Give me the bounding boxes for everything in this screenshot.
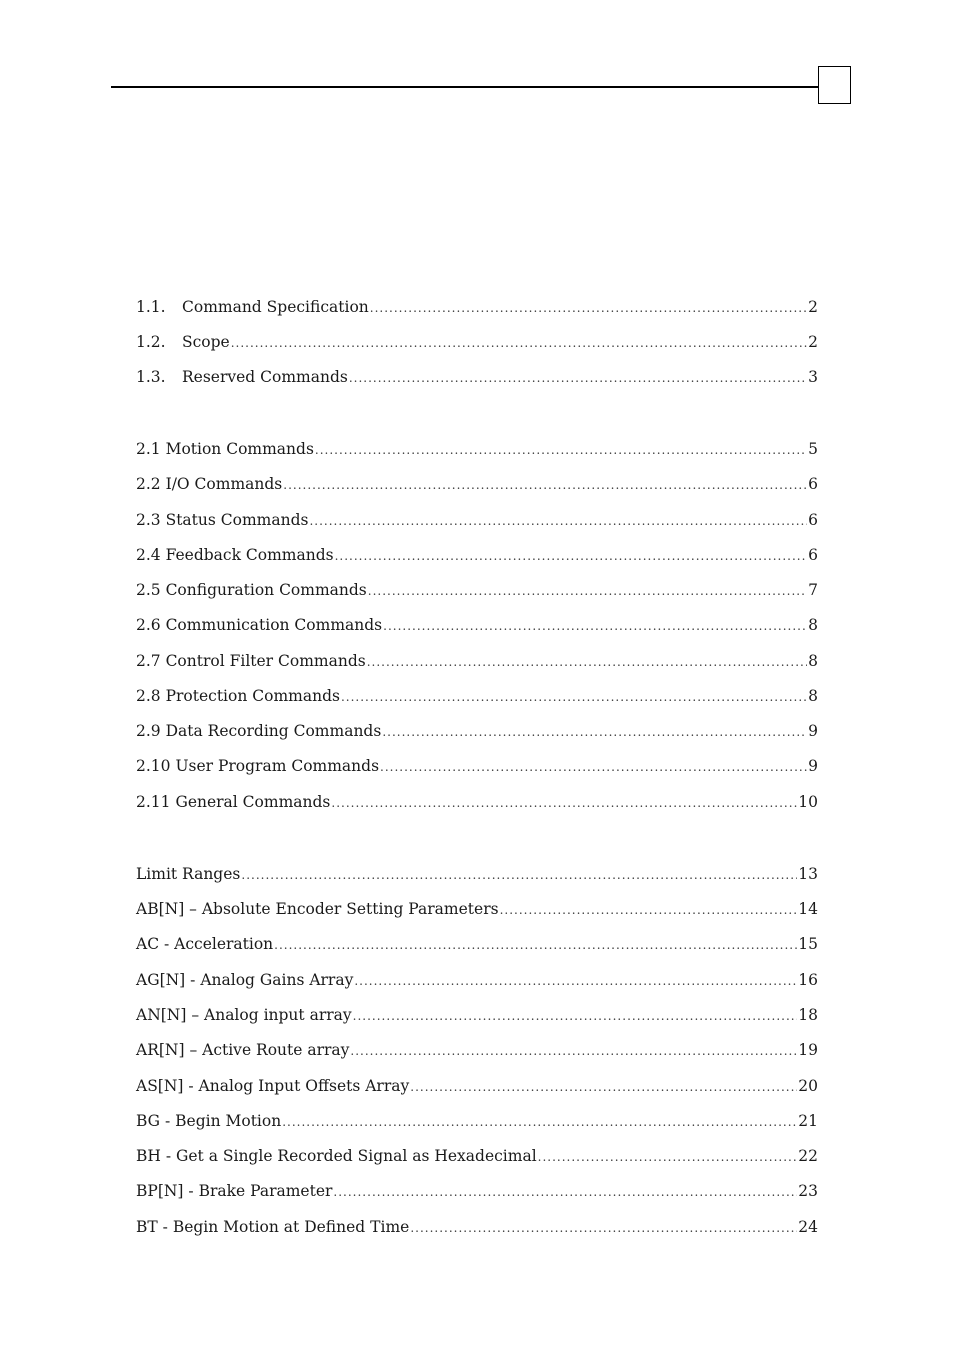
- toc-entry-page: 10: [798, 793, 818, 811]
- dot-leader: [274, 934, 797, 956]
- header-rule: [111, 86, 819, 88]
- toc-entry-number: 1.3.: [136, 368, 166, 386]
- toc-entry-title: 2.7 Control Filter Commands: [136, 652, 366, 670]
- toc-entry[interactable]: [136, 509, 818, 531]
- toc-entry[interactable]: [136, 650, 818, 672]
- dot-leader: [380, 756, 807, 778]
- toc-entry[interactable]: [136, 614, 818, 636]
- dot-leader: [231, 332, 807, 354]
- toc-entry[interactable]: [136, 720, 818, 742]
- dot-leader: [350, 1040, 797, 1062]
- dot-leader: [410, 1076, 797, 1098]
- toc-entry-page: 6: [808, 475, 818, 493]
- toc-entry[interactable]: [136, 755, 818, 777]
- dot-leader: [368, 580, 807, 602]
- toc-entry[interactable]: [136, 1180, 818, 1202]
- toc-entry-title: 2.10 User Program Commands: [136, 757, 380, 775]
- toc-entry-number: 1.1.: [136, 298, 166, 316]
- toc-entry[interactable]: [136, 933, 818, 955]
- toc-entry[interactable]: [136, 1216, 818, 1238]
- toc-entry[interactable]: [136, 1110, 818, 1132]
- toc-entry-title: 2.8 Protection Commands: [136, 687, 340, 705]
- dot-leader: [410, 1217, 797, 1239]
- toc-entry[interactable]: [136, 1075, 818, 1097]
- dot-leader: [309, 510, 807, 532]
- toc-entry-number: 1.2.: [136, 333, 166, 351]
- toc-entry[interactable]: [136, 969, 818, 991]
- toc-entry[interactable]: [136, 296, 818, 318]
- toc-entry-page: 14: [798, 900, 818, 918]
- dot-leader: [331, 792, 797, 814]
- toc-entry-page: 8: [808, 687, 818, 705]
- toc-entry-page: 9: [808, 722, 818, 740]
- toc-entry-page: 21: [798, 1112, 818, 1130]
- toc-entry-title: 2.1 Motion Commands: [136, 440, 314, 458]
- toc-entry-title: BT - Begin Motion at Defined Time: [136, 1218, 410, 1236]
- toc-entry[interactable]: [136, 579, 818, 601]
- toc-entry-page: 5: [808, 440, 818, 458]
- toc-entry-page: 16: [798, 971, 818, 989]
- page-number-box: [818, 66, 851, 104]
- toc-entry-page: 13: [798, 865, 818, 883]
- toc-entry-title: AC - Acceleration: [136, 935, 274, 953]
- toc-entry[interactable]: [136, 438, 818, 460]
- toc-entry-title: Reserved Commands: [182, 368, 348, 386]
- toc-entry-page: 8: [808, 652, 818, 670]
- toc-entry-title: 2.9 Data Recording Commands: [136, 722, 382, 740]
- dot-leader: [283, 474, 807, 496]
- dot-leader: [383, 615, 807, 637]
- dot-leader: [367, 651, 807, 673]
- toc-entry-title: Limit Ranges: [136, 865, 241, 883]
- toc-entry-page: 3: [808, 368, 818, 386]
- toc-entry-page: 18: [798, 1006, 818, 1024]
- dot-leader: [341, 686, 807, 708]
- toc-entry-page: 8: [808, 616, 818, 634]
- toc-entry-title: 2.6 Communication Commands: [136, 616, 383, 634]
- toc-entry-title: Scope: [182, 333, 230, 351]
- toc-entry-title: Command Specification: [182, 298, 369, 316]
- toc-entry-page: 19: [798, 1041, 818, 1059]
- toc-entry-title: AR[N] – Active Route array: [136, 1041, 350, 1059]
- dot-leader: [538, 1146, 798, 1168]
- toc-entry[interactable]: [136, 366, 818, 388]
- toc-entry-title: BP[N] - Brake Parameter: [136, 1182, 333, 1200]
- toc-entry-title: 2.2 I/O Commands: [136, 475, 283, 493]
- toc-entry[interactable]: [136, 331, 818, 353]
- toc-entry-page: 15: [798, 935, 818, 953]
- dot-leader: [370, 297, 807, 319]
- dot-leader: [315, 439, 807, 461]
- toc-entry[interactable]: [136, 685, 818, 707]
- toc-entry-title: BH - Get a Single Recorded Signal as Hexadecimal: [136, 1147, 537, 1165]
- toc-entry-title: 2.3 Status Commands: [136, 511, 309, 529]
- toc-entry-page: 20: [798, 1077, 818, 1095]
- toc-entry[interactable]: [136, 544, 818, 566]
- toc-entry-page: 6: [808, 546, 818, 564]
- toc-entry[interactable]: [136, 791, 818, 813]
- toc-entry[interactable]: [136, 1039, 818, 1061]
- dot-leader: [382, 721, 807, 743]
- toc-entry[interactable]: [136, 898, 818, 920]
- toc-entry-page: 9: [808, 757, 818, 775]
- toc-entry-page: 2: [808, 298, 818, 316]
- dot-leader: [333, 1181, 797, 1203]
- toc-entry-page: 23: [798, 1182, 818, 1200]
- toc-entry-page: 24: [798, 1218, 818, 1236]
- dot-leader: [241, 864, 797, 886]
- toc-entry-title: 2.11 General Commands: [136, 793, 331, 811]
- dot-leader: [335, 545, 808, 567]
- toc-entry-title: 2.4 Feedback Commands: [136, 546, 334, 564]
- dot-leader: [282, 1111, 797, 1133]
- toc-entry-page: 7: [808, 581, 818, 599]
- toc-entry-title: BG - Begin Motion: [136, 1112, 282, 1130]
- toc-entry-page: 22: [798, 1147, 818, 1165]
- toc-entry[interactable]: [136, 1145, 818, 1167]
- toc-entry-title: AS[N] - Analog Input Offsets Array: [136, 1077, 410, 1095]
- toc-entry-page: 2: [808, 333, 818, 351]
- dot-leader: [353, 1005, 798, 1027]
- toc-entry[interactable]: [136, 473, 818, 495]
- toc-entry-page: 6: [808, 511, 818, 529]
- dot-leader: [349, 367, 807, 389]
- toc-entry-title: AG[N] - Analog Gains Array: [136, 971, 354, 989]
- toc-entry[interactable]: [136, 863, 818, 885]
- dot-leader: [500, 899, 798, 921]
- toc-entry[interactable]: [136, 1004, 818, 1026]
- toc-entry-title: AB[N] – Absolute Encoder Setting Parameters: [136, 900, 499, 918]
- toc-entry-title: 2.5 Configuration Commands: [136, 581, 367, 599]
- dot-leader: [354, 970, 797, 992]
- toc-entry-title: AN[N] – Analog input array: [136, 1006, 352, 1024]
